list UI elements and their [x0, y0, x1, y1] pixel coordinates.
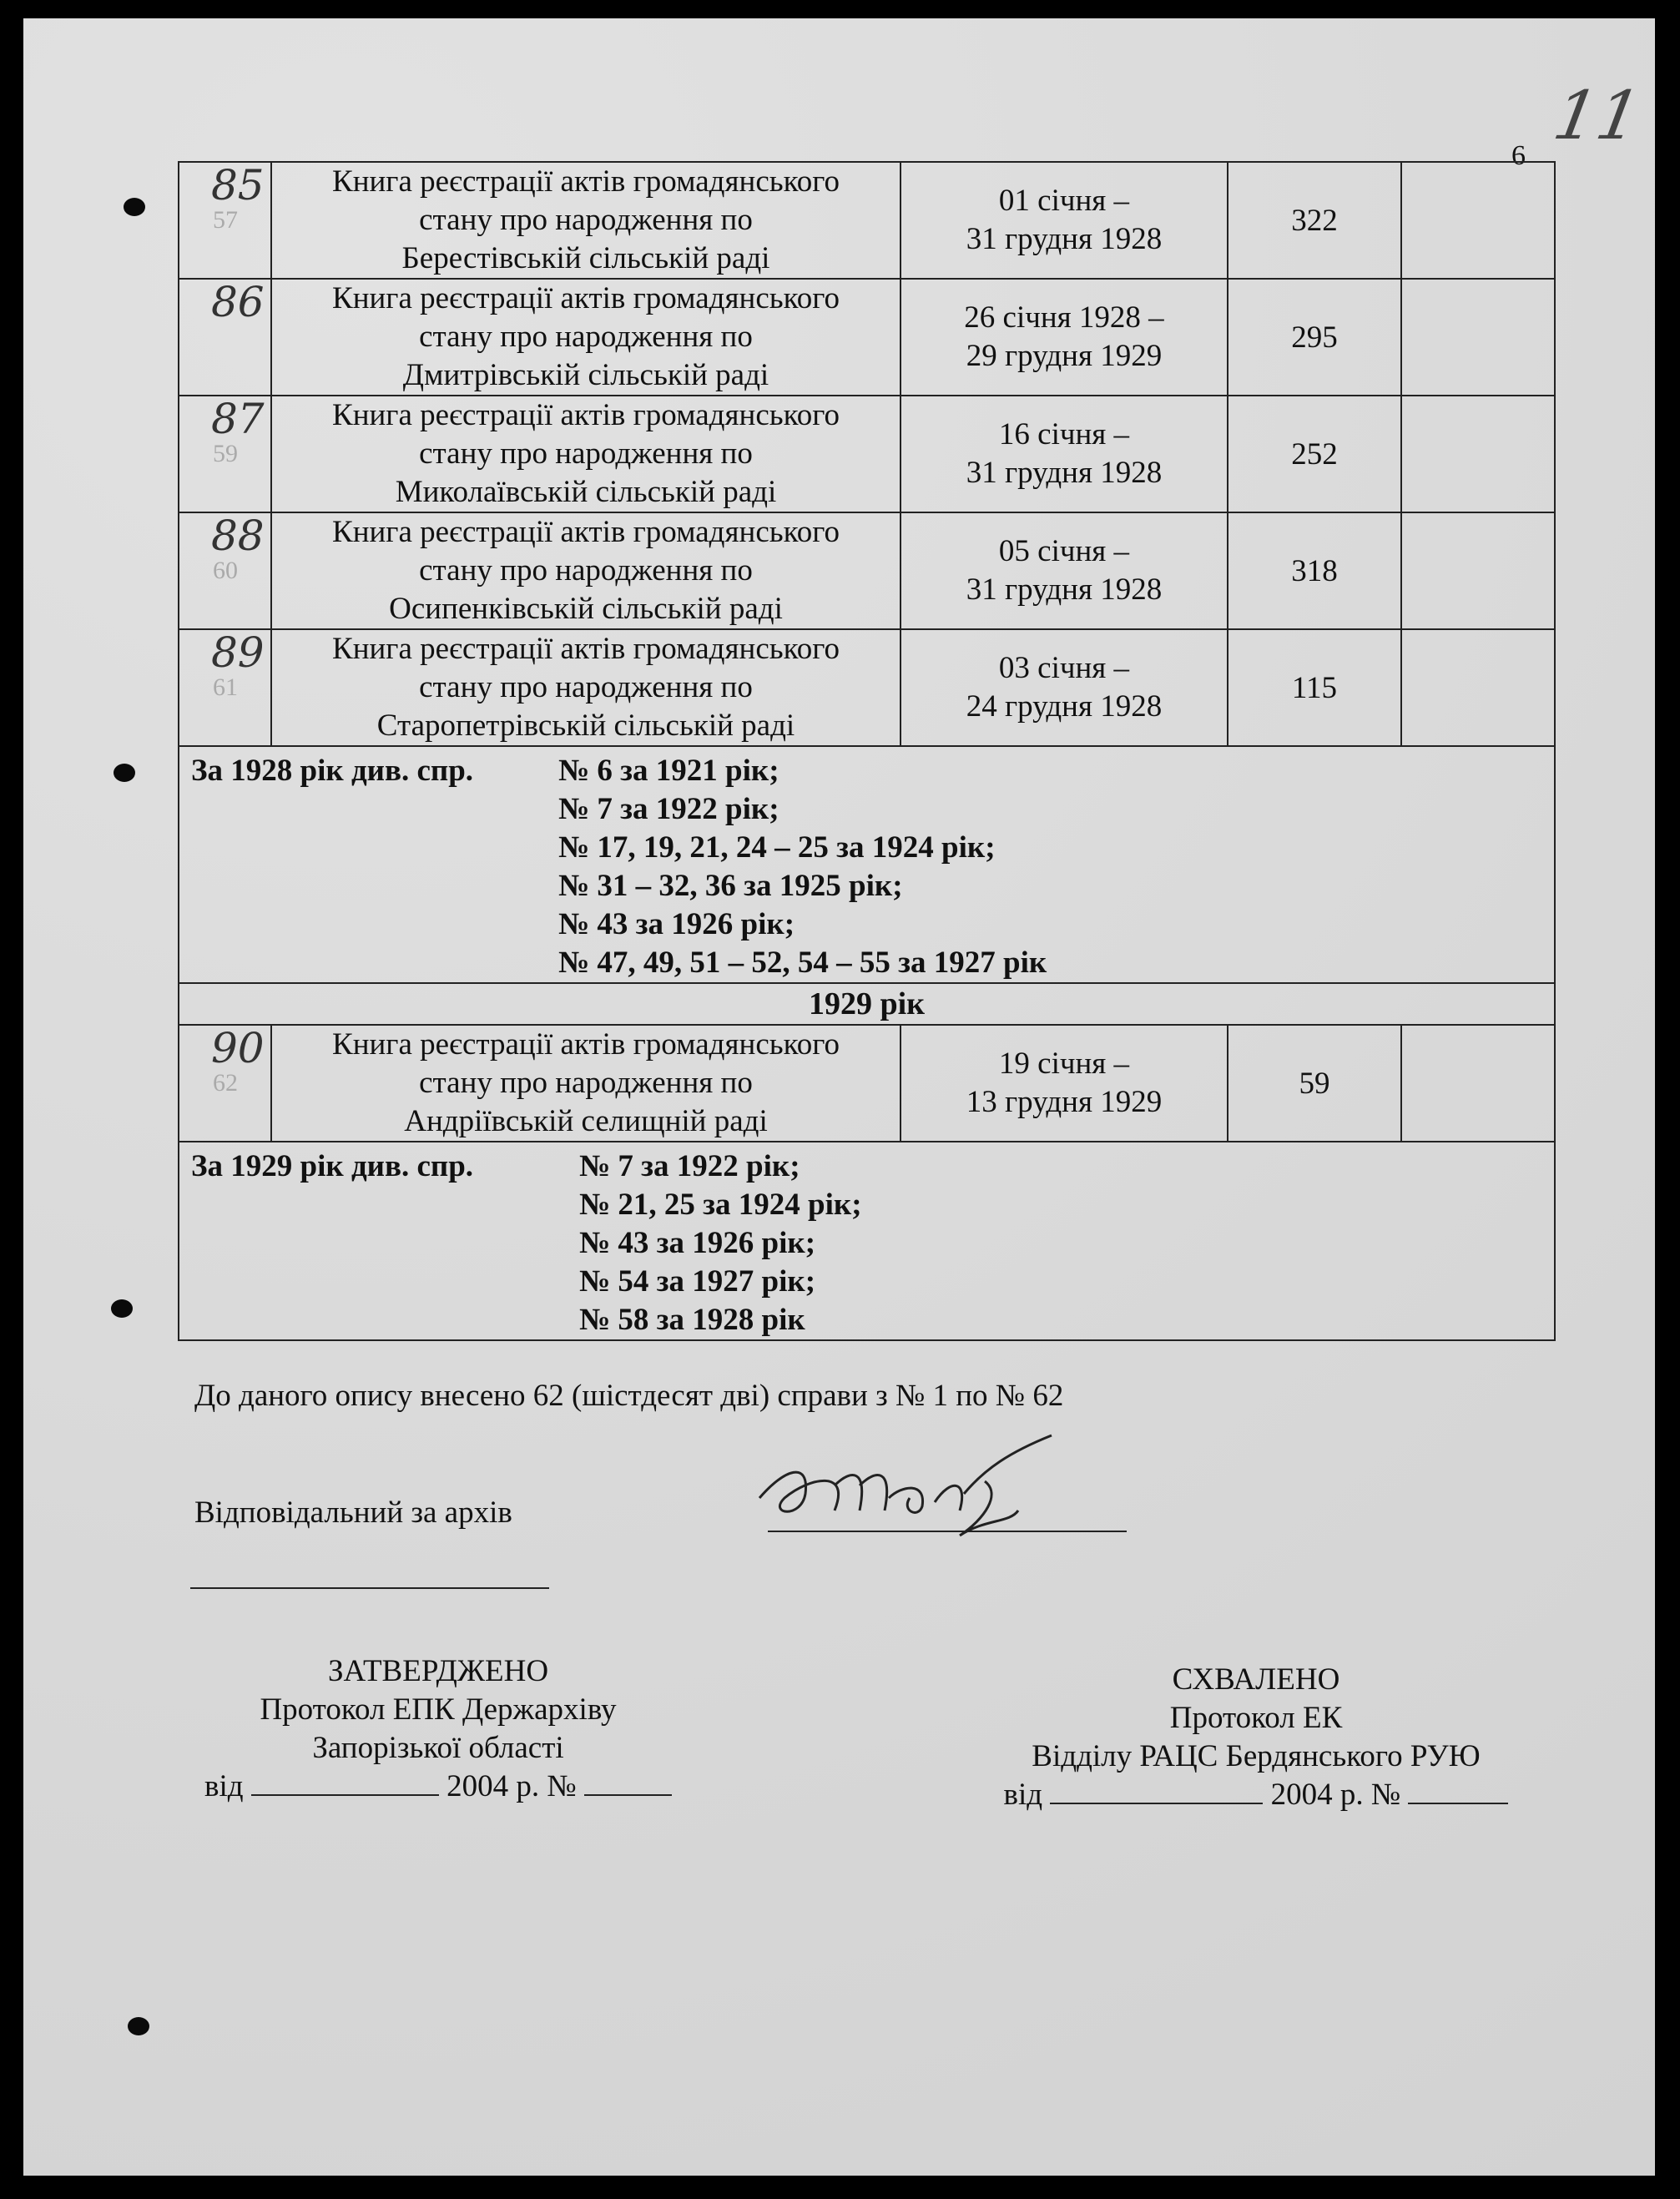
title-line: Осипенківській сільській раді	[389, 592, 783, 626]
date-line: 29 грудня 1929	[966, 339, 1163, 373]
title-line: Книга реєстрації актів громадянського	[332, 1027, 840, 1062]
case-number-cell	[179, 629, 271, 746]
summary-text: До даного опису внесено 62 (шістдесят дві) справи з № 1 по № 62	[194, 1379, 1064, 1413]
cross-reference-row	[179, 746, 1555, 983]
case-title-cell	[271, 162, 901, 279]
old-number: 60	[213, 557, 238, 584]
approved-title: ЗАТВЕРДЖЕНО	[327, 1654, 549, 1688]
cross-reference-row	[179, 1142, 1555, 1340]
old-number: 61	[213, 673, 238, 701]
case-title-cell	[271, 279, 901, 396]
sheets-count-cell: 115	[1228, 629, 1401, 746]
title-line: стану про народження по	[419, 320, 753, 354]
handwritten-number: 86	[211, 278, 265, 326]
cross-reference-cell	[179, 746, 1555, 983]
title-line: Книга реєстрації актів громадянського	[332, 632, 840, 666]
notes-cell	[1401, 279, 1555, 396]
old-number: 57	[213, 206, 238, 234]
year-header-row	[179, 983, 1555, 1025]
date-line: 03 січня –	[998, 651, 1130, 685]
cross-reference-line: № 43 за 1926 рік;	[579, 1226, 816, 1260]
punch-hole	[111, 1299, 133, 1318]
cross-reference	[179, 1142, 1554, 1339]
notes-cell	[1401, 1025, 1555, 1142]
sheets-count-cell: 59	[1228, 1025, 1401, 1142]
punch-hole	[128, 2017, 149, 2035]
cross-reference-line: № 7 за 1922 рік;	[558, 792, 779, 826]
endorsed-line1: Протокол ЕК	[1169, 1701, 1343, 1735]
date-line: 31 грудня 1928	[966, 572, 1163, 607]
handwritten-number: 88	[211, 512, 265, 560]
date-range-cell	[901, 1025, 1228, 1142]
date-line: 31 грудня 1928	[966, 456, 1163, 490]
cross-reference-label: За 1928 рік див. спр.	[191, 754, 474, 788]
signature-line	[190, 1587, 549, 1589]
case-number-cell	[179, 162, 271, 279]
endorsed-title: СХВАЛЕНО	[1172, 1662, 1340, 1697]
date-line: 16 січня –	[998, 417, 1130, 451]
notes-cell	[1401, 162, 1555, 279]
approved-line1: Протокол ЕПК Держархіву	[260, 1692, 617, 1727]
approved-date: від 2004 р. №	[200, 1768, 676, 1806]
signature	[734, 1419, 1135, 1561]
table-row	[179, 162, 1555, 279]
handwritten-number: 87	[211, 395, 265, 443]
endorsed-block	[972, 1661, 1540, 1814]
title-line: стану про народження по	[419, 203, 753, 237]
title-line: Дмитрівській сільській раді	[402, 358, 769, 392]
title-line: Книга реєстрації актів громадянського	[332, 281, 840, 315]
handwritten-number: 89	[211, 628, 265, 677]
title-line: Андріївській селищній раді	[404, 1104, 768, 1138]
date-line: 31 грудня 1928	[966, 222, 1163, 256]
cross-reference-line: № 6 за 1921 рік;	[558, 754, 779, 788]
old-number: 62	[213, 1069, 238, 1097]
date-range-cell	[901, 512, 1228, 629]
cross-reference-lines	[579, 1147, 862, 1339]
page-number: 6	[1511, 140, 1526, 171]
sheets-count-cell: 252	[1228, 396, 1401, 512]
date-line: 19 січня –	[998, 1047, 1130, 1081]
cross-reference-line: № 17, 19, 21, 24 – 25 за 1924 рік;	[558, 830, 996, 865]
handwritten-number: 85	[211, 161, 265, 209]
approved-line2: Запорізької області	[312, 1731, 564, 1765]
case-title-cell	[271, 1025, 901, 1142]
notes-cell	[1401, 512, 1555, 629]
sheets-count-cell: 318	[1228, 512, 1401, 629]
cross-reference-line: № 54 за 1927 рік;	[579, 1264, 816, 1299]
case-title-cell	[271, 629, 901, 746]
title-line: Старопетрівській сільській раді	[376, 709, 795, 743]
date-range-cell	[901, 279, 1228, 396]
case-number-cell	[179, 279, 271, 396]
title-line: Книга реєстрації актів громадянського	[332, 398, 840, 432]
case-number-cell	[179, 512, 271, 629]
inventory-table	[178, 161, 1556, 1341]
endorsed-date: від 2004 р. №	[972, 1776, 1540, 1814]
title-line: стану про народження по	[419, 1066, 753, 1100]
endorsed-line2: Відділу РАЦС Бердянського РУЮ	[1032, 1739, 1481, 1773]
responsible-label: Відповідальний за архів	[194, 1495, 512, 1530]
date-line: 01 січня –	[998, 184, 1130, 218]
sheets-count-cell: 322	[1228, 162, 1401, 279]
punch-hole	[124, 198, 145, 216]
date-line: 13 грудня 1929	[966, 1085, 1163, 1119]
title-line: стану про народження по	[419, 670, 753, 704]
title-line: Миколаївській сільській раді	[395, 475, 777, 509]
date-range-cell	[901, 629, 1228, 746]
table-row	[179, 279, 1555, 396]
corner-mark: 11	[1547, 77, 1647, 154]
cross-reference-line: № 47, 49, 51 – 52, 54 – 55 за 1927 рік	[558, 946, 1047, 980]
table-row	[179, 512, 1555, 629]
case-title-cell	[271, 396, 901, 512]
title-line: Книга реєстрації актів громадянського	[332, 164, 840, 199]
notes-cell	[1401, 396, 1555, 512]
year-header: 1929 рік	[179, 983, 1555, 1025]
cross-reference-line: № 21, 25 за 1924 рік;	[579, 1188, 862, 1222]
title-line: Книга реєстрації актів громадянського	[332, 515, 840, 549]
date-line: 24 грудня 1928	[966, 689, 1163, 724]
cross-reference-label: За 1929 рік див. спр.	[191, 1149, 474, 1183]
cross-reference	[179, 747, 1554, 982]
cross-reference-lines	[558, 752, 1047, 982]
title-line: стану про народження по	[419, 436, 753, 471]
date-range-cell	[901, 162, 1228, 279]
table-row	[179, 396, 1555, 512]
cross-reference-cell	[179, 1142, 1555, 1340]
punch-hole	[114, 764, 135, 782]
old-number: 59	[213, 440, 238, 467]
cross-reference-line: № 31 – 32, 36 за 1925 рік;	[558, 869, 903, 903]
cross-reference-line: № 43 за 1926 рік;	[558, 907, 795, 941]
title-line: Берестівській сільській раді	[401, 241, 770, 275]
case-number-cell	[179, 396, 271, 512]
table-row	[179, 1025, 1555, 1142]
approved-block	[200, 1652, 676, 1806]
title-line: стану про народження по	[419, 553, 753, 588]
date-line: 05 січня –	[998, 534, 1130, 568]
date-line: 26 січня 1928 –	[964, 300, 1164, 335]
table-row	[179, 629, 1555, 746]
cross-reference-line: № 7 за 1922 рік;	[579, 1149, 800, 1183]
case-title-cell	[271, 512, 901, 629]
sheets-count-cell: 295	[1228, 279, 1401, 396]
notes-cell	[1401, 629, 1555, 746]
date-range-cell	[901, 396, 1228, 512]
handwritten-number: 90	[211, 1024, 265, 1072]
case-number-cell	[179, 1025, 271, 1142]
cross-reference-line: № 58 за 1928 рік	[579, 1303, 805, 1337]
